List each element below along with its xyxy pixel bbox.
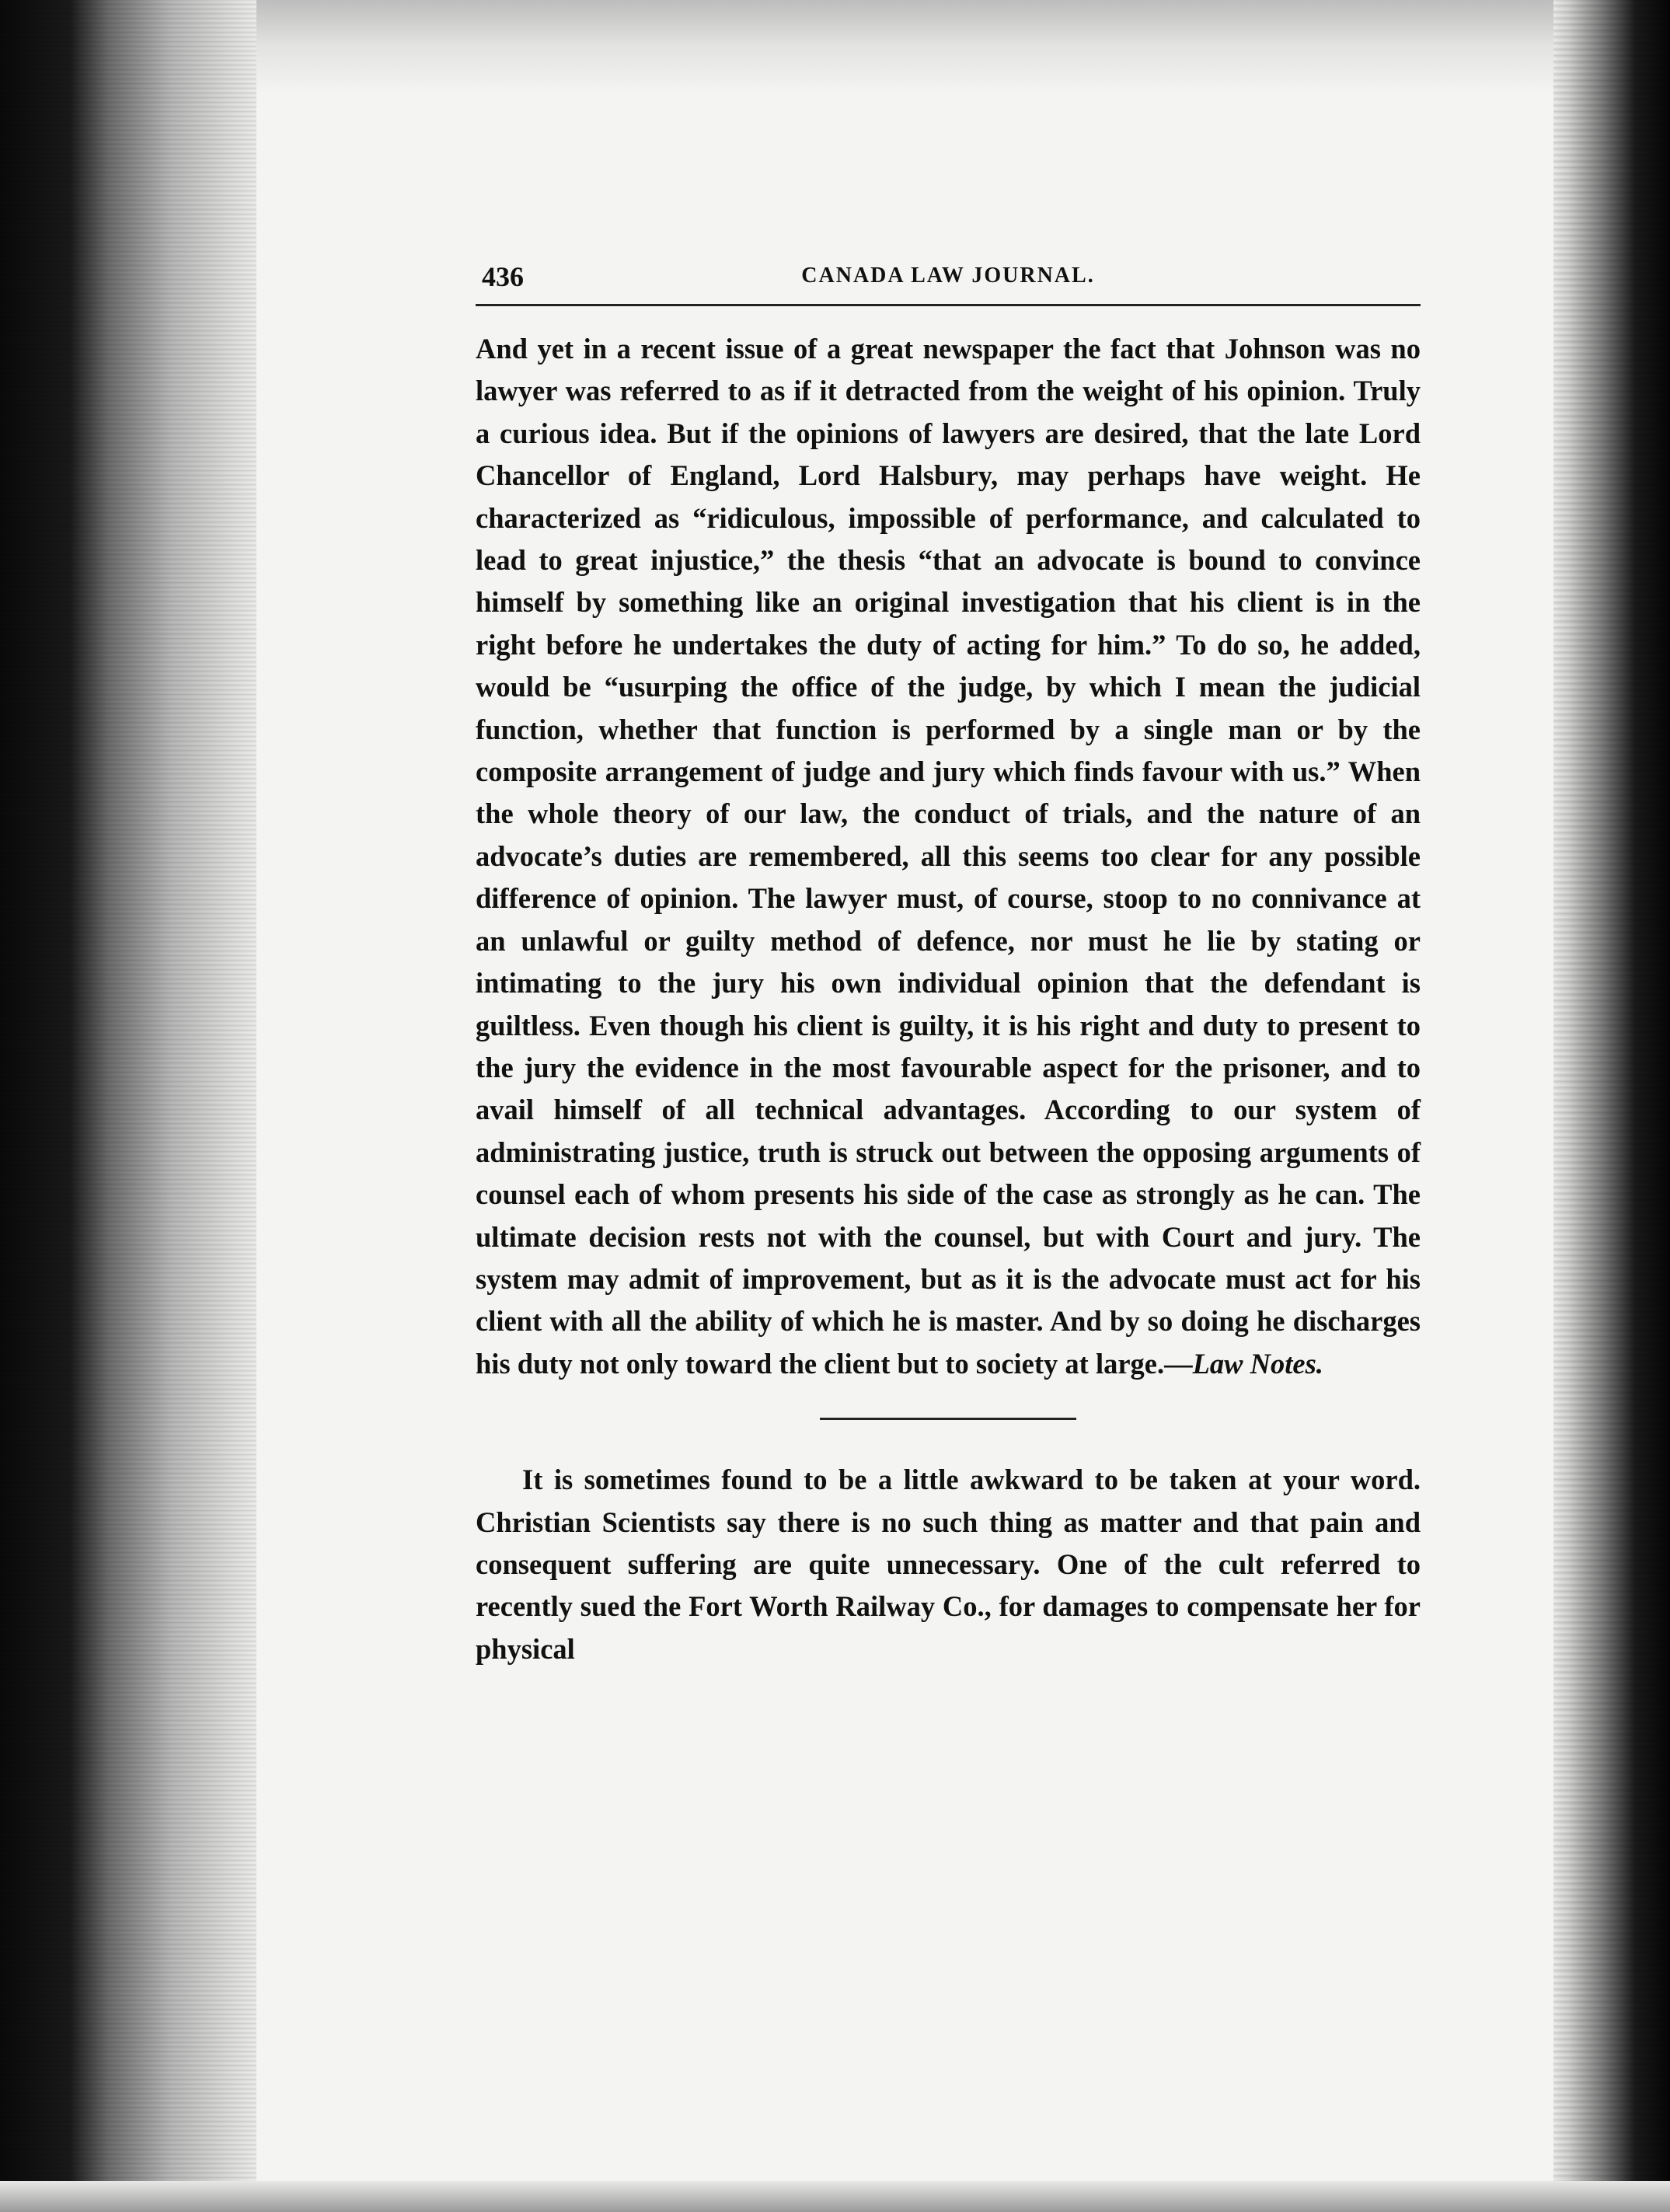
running-head bbox=[476, 253, 1421, 299]
page-right-edge bbox=[1553, 0, 1670, 2212]
header-rule bbox=[476, 304, 1421, 306]
page-bottom-edge bbox=[0, 2181, 1670, 2212]
article-paragraph-text: And yet in a recent issue of a great newspaper the fact that Johnson was no lawyer was referred to as if it detracted from the weight of his opinion. Truly a curious idea. But if the opinions of lawyers are desired, that the late Lord Chancellor of England, Lord Halsbury, may perhaps have weight. He characterized as “ridiculous, impossible of performance, and calculated to lead to great injustice,” the thesis “that an advocate is bound to convince himself by something like an original investigation that his client is in the right before he undertakes the duty of acting for him.” To do so, he added, would be “usurping the office of the judge, by which I mean the judicial function, whether that function is performed by a single man or by the composite arrangement of judge and jury which finds favour with us.” When the whole theory of our law, the conduct of trials, and the nature of an advocate’s duties are remembered, all this seems too clear for any possible difference of opinion. The lawyer must, of course, stoop to no connivance at an unlawful or guilty method of defence, nor must he lie by stating or intimating to the jury his own individual opinion that the defendant is guiltless. Even though his client is guilty, it is his right and duty to present to the jury the evidence in the most favourable aspect for the prisoner, and to avail himself of all technical advantages. According to our system of administrating justice, truth is struck out between the opposing arguments of counsel each of whom presents his side of the case as strongly as he can. The ultimate decision rests not with the counsel, but with Court and jury. The system may admit of improvement, but as it is the advocate must act for his client with all the ability of which he is master. And by so doing he discharges his duty not only toward the client but to society at large. bbox=[476, 333, 1421, 1380]
source-citation: Law Notes. bbox=[1192, 1347, 1323, 1380]
book-binding-shadow bbox=[0, 0, 256, 2212]
section-divider bbox=[820, 1418, 1076, 1420]
source-dash: — bbox=[1164, 1347, 1193, 1380]
next-item-paragraph: It is sometimes found to be a little awkward to be taken at your word. Christian Scientists say there is no such thing as matter and that pain and consequent suffering are quite unnecessary. One of the cult referred to recently sued the Fort Worth Railway Co., for damages to compensate her for physical bbox=[476, 1464, 1421, 1665]
printed-page bbox=[476, 253, 1421, 1670]
article-paragraph bbox=[476, 328, 1421, 1385]
journal-title: CANADA LAW JOURNAL. bbox=[801, 263, 1095, 288]
page-number: 436 bbox=[482, 261, 524, 292]
article-body bbox=[476, 328, 1421, 1670]
